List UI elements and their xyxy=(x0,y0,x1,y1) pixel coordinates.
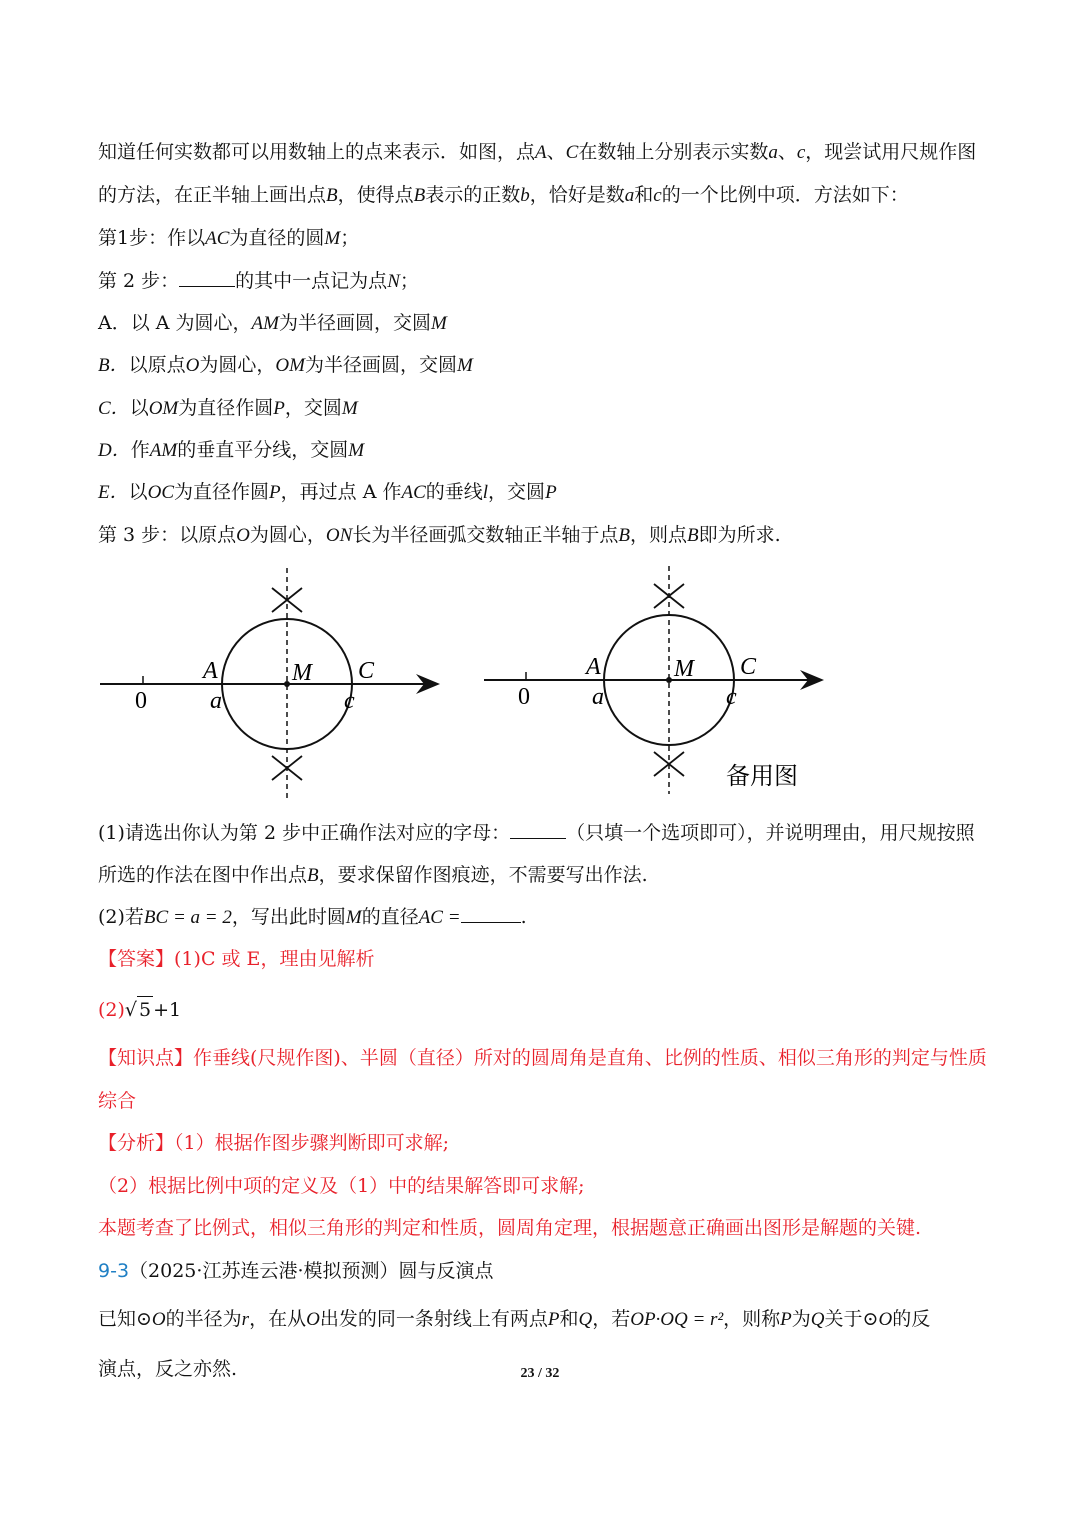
var: B xyxy=(326,185,338,206)
knowledge-line-2 xyxy=(98,1088,988,1114)
text: 为半径画圆，交圆 xyxy=(278,312,431,334)
text: 所选的作法在图中作出点 xyxy=(98,864,308,886)
text: ； xyxy=(340,227,360,249)
text: 在数轴上分别表示实数 xyxy=(578,141,769,163)
q1-line-2 xyxy=(98,862,988,889)
text: ，再过点 A 作 xyxy=(280,481,402,503)
var: P xyxy=(545,482,557,503)
var: AC = xyxy=(418,907,461,928)
label-c-point: C xyxy=(358,658,375,684)
text: (2)若 xyxy=(98,906,144,928)
var: OM xyxy=(148,398,179,419)
answer-blank[interactable] xyxy=(461,904,521,923)
text: 的垂直平分线，交圆 xyxy=(177,439,349,461)
text: 为 xyxy=(791,1308,811,1330)
answer-blank[interactable] xyxy=(179,268,235,287)
text: ，写出此时圆 xyxy=(231,906,346,928)
problem-number: 9-3 xyxy=(98,1260,130,1282)
text: 综合 xyxy=(98,1090,137,1112)
step1 xyxy=(98,225,988,252)
label-a-point: A xyxy=(203,658,218,684)
var: OM xyxy=(275,355,305,376)
option-d xyxy=(98,437,988,464)
text: （2）根据比例中项的定义及（1）中的结果解答即可求解; xyxy=(98,1175,585,1197)
text: 作 xyxy=(130,439,150,461)
problem-source: （2025·江苏连云港·模拟预测）圆与反演点 xyxy=(129,1260,494,1282)
var: O xyxy=(236,525,250,546)
label-m: M xyxy=(674,656,694,682)
var: O xyxy=(306,1309,320,1330)
analysis-tag: 【分析】 xyxy=(98,1132,175,1154)
var: c xyxy=(796,142,806,163)
var: Q xyxy=(810,1309,825,1330)
text: 的反 xyxy=(892,1308,931,1330)
text: （1）根据作图步骤判断即可求解; xyxy=(174,1132,450,1154)
text: ，理由见解析 xyxy=(260,948,375,970)
page-number: 23 / 32 xyxy=(520,1366,560,1381)
caption-spare-figure: 备用图 xyxy=(726,762,798,790)
text: . xyxy=(520,906,527,928)
analysis-line-3 xyxy=(98,1215,988,1241)
label-m: M xyxy=(292,660,312,686)
var: P xyxy=(780,1309,792,1330)
text: (2) xyxy=(98,999,125,1021)
text: 知道任何实数都可以用数轴上的点来表示．如图，点 xyxy=(98,141,536,163)
text: 出发的同一条射线上有两点 xyxy=(319,1308,548,1330)
text: ，使得点 xyxy=(337,184,414,206)
var: Q xyxy=(578,1309,593,1330)
answer-tag: 【答案】 xyxy=(98,948,175,970)
text: ，则点 xyxy=(629,524,687,546)
intro-line-2 xyxy=(98,182,988,209)
text: ，在从 xyxy=(249,1308,307,1330)
q1-line-1 xyxy=(98,820,988,846)
text: 为半径画圆，交圆 xyxy=(304,354,457,376)
text: +1 xyxy=(153,999,182,1021)
text: 为直径的圆 xyxy=(229,227,325,249)
var: a xyxy=(768,142,778,163)
var: A xyxy=(535,142,547,163)
var: B xyxy=(307,865,319,886)
var: r xyxy=(241,1309,250,1330)
q2-line xyxy=(98,904,988,931)
step2 xyxy=(98,268,988,295)
analysis-line-1 xyxy=(98,1130,988,1156)
text: (1) xyxy=(174,948,201,970)
var: AC xyxy=(401,482,426,503)
option-label: C． xyxy=(98,398,130,419)
text: 以 A 为圆心， xyxy=(130,312,252,334)
var: P xyxy=(269,482,281,503)
var: M xyxy=(345,907,362,928)
var: a xyxy=(624,185,635,206)
text: (1)请选出你认为第 2 步中正确作法对应的字母： xyxy=(98,822,511,844)
construction-figure xyxy=(0,560,1080,810)
text: 第 3 步：以原点 xyxy=(98,524,237,546)
text: 第1步：作以 xyxy=(98,227,206,249)
step3 xyxy=(98,522,988,549)
text: 和 xyxy=(559,1308,579,1330)
text: C 或 E xyxy=(200,948,261,970)
text: 的其中一点记为点 xyxy=(235,270,388,292)
center-dot xyxy=(284,681,290,687)
text: （只填一个选项即可），并说明理由，用尺规按照 xyxy=(566,822,975,844)
analysis-line-2 xyxy=(98,1173,988,1199)
text: 长为半径画弧交数轴正半轴于点 xyxy=(352,524,619,546)
text: 作垂线(尺规作图)、半圆（直径）所对的圆周角是直角、比例的性质、相似三角形的判定与性质 xyxy=(193,1047,987,1069)
option-label: D． xyxy=(98,440,131,461)
var: OC xyxy=(147,482,175,503)
option-a xyxy=(98,310,988,337)
text: 、 xyxy=(546,141,566,163)
problem-header xyxy=(98,1258,988,1284)
var: ON xyxy=(325,525,353,546)
var: P xyxy=(547,1309,560,1330)
text: ，若 xyxy=(592,1308,631,1330)
text: 、 xyxy=(777,141,797,163)
var: B xyxy=(686,525,699,546)
var: C xyxy=(565,142,579,163)
p93-line-1 xyxy=(98,1306,988,1333)
text: 的一个比例中项．方法如下： xyxy=(661,184,909,206)
option-label: E． xyxy=(98,482,129,503)
var: b xyxy=(520,185,530,206)
left-diagram xyxy=(100,568,436,798)
var: B xyxy=(413,185,426,206)
equation: OP·OQ = r² xyxy=(630,1309,724,1330)
text: 和 xyxy=(634,184,654,206)
text: ； xyxy=(399,270,419,292)
var: AM xyxy=(251,313,279,334)
text: ，现尝试用尺规作图 xyxy=(805,141,977,163)
label-a-value: a xyxy=(210,688,222,714)
text: 为直径作圆 xyxy=(178,397,274,419)
text: 的方法，在正半轴上画出点 xyxy=(98,184,327,206)
label-a-value: a xyxy=(592,684,604,710)
text: 以 xyxy=(129,397,149,419)
text: 演点，反之亦然. xyxy=(98,1358,238,1380)
label-c-value: c xyxy=(344,688,355,714)
knowledge-line-1 xyxy=(98,1045,988,1071)
label-zero: 0 xyxy=(135,688,147,714)
text: 以 xyxy=(128,481,148,503)
radicand: 5 xyxy=(137,996,153,1023)
text: 表示的正数 xyxy=(425,184,521,206)
answer-blank[interactable] xyxy=(510,820,566,839)
var: M xyxy=(456,355,473,376)
label-zero: 0 xyxy=(518,684,530,710)
var: B xyxy=(618,525,630,546)
var: M xyxy=(348,440,365,461)
var: O xyxy=(185,355,200,376)
sqrt-expression: √ 5 +1 xyxy=(125,999,181,1021)
text: 的半径为 xyxy=(165,1308,242,1330)
knowledge-tag: 【知识点】 xyxy=(98,1047,194,1069)
text: 第 2 步： xyxy=(98,270,180,292)
var: c xyxy=(653,185,662,206)
option-e xyxy=(98,479,988,506)
text: 以原点 xyxy=(128,354,186,376)
text: ，要求保留作图痕迹，不需要写出作法. xyxy=(318,864,648,886)
var: AM xyxy=(149,440,178,461)
var: AC xyxy=(205,228,230,249)
center-dot xyxy=(666,677,672,683)
answer-line-2 xyxy=(98,996,988,1023)
option-label: B． xyxy=(98,355,129,376)
label-c-point: C xyxy=(740,654,757,680)
text: ，交圆 xyxy=(488,481,546,503)
text: 为圆心， xyxy=(249,524,326,546)
var: M xyxy=(324,228,341,249)
text: 为圆心， xyxy=(199,354,276,376)
text: 的垂线 xyxy=(425,481,483,503)
var: M xyxy=(341,398,358,419)
text: 关于⊙ xyxy=(824,1308,879,1330)
text: 为直径作圆 xyxy=(174,481,270,503)
text: 的直径 xyxy=(361,906,419,928)
label-a-point: A xyxy=(586,654,601,680)
var: P xyxy=(273,398,285,419)
var: O xyxy=(878,1309,893,1330)
right-diagram xyxy=(484,566,820,794)
intro-line-1 xyxy=(98,139,988,166)
text: 已知⊙ xyxy=(98,1308,152,1330)
text: ，则称 xyxy=(723,1308,781,1330)
text: ，恰好是数 xyxy=(529,184,625,206)
option-c xyxy=(98,395,988,422)
var: M xyxy=(431,313,447,334)
text: 即为所求. xyxy=(698,524,781,546)
var: l xyxy=(482,482,489,503)
text: ，交圆 xyxy=(284,397,342,419)
answer-line-1 xyxy=(98,946,988,972)
label-c-value: c xyxy=(726,684,737,710)
var: O xyxy=(151,1309,166,1330)
option-b xyxy=(98,352,988,379)
equation: BC = a = 2 xyxy=(143,907,232,928)
var: N xyxy=(387,271,400,292)
option-label: A． xyxy=(98,312,131,334)
text: 本题考查了比例式，相似三角形的判定和性质，圆周角定理，根据题意正确画出图形是解题的关键. xyxy=(98,1217,922,1239)
